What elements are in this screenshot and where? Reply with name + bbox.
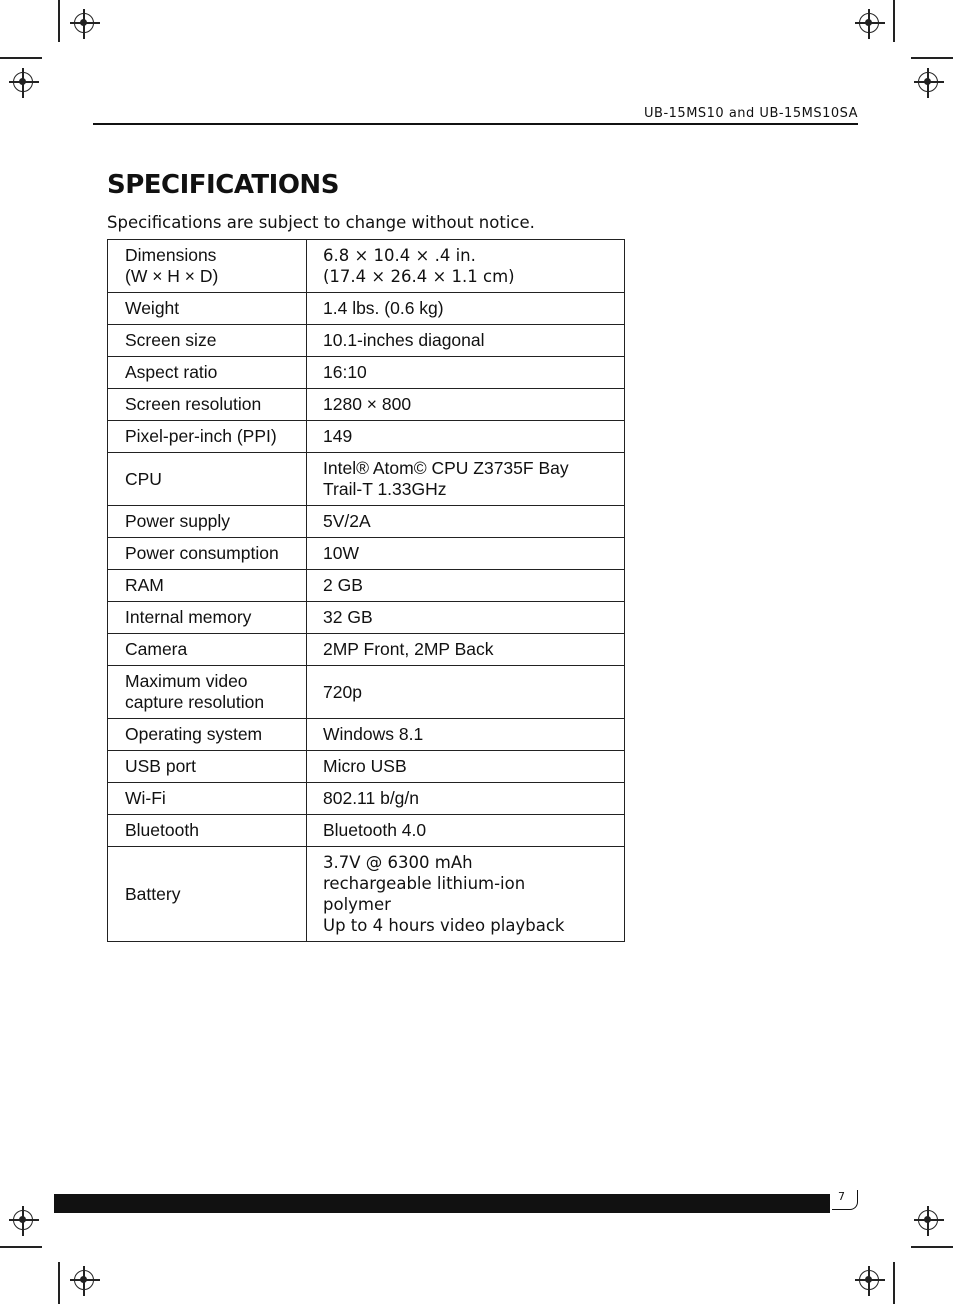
registration-mark-icon: [859, 1270, 879, 1290]
spec-label: CPU: [108, 453, 307, 506]
spec-value: 3.7V @ 6300 mAh rechargeable lithium-ion polymer Up to 4 hours video playback: [307, 847, 625, 942]
crop-mark: [893, 0, 895, 42]
crop-mark: [0, 1246, 42, 1248]
spec-value: 1.4 lbs. (0.6 kg): [307, 293, 625, 325]
spec-value: 6.8 × 10.4 × .4 in. (17.4 × 26.4 × 1.1 cm): [307, 240, 625, 293]
table-row: [108, 602, 625, 634]
spec-value: Intel® Atom© CPU Z3735F Bay Trail-T 1.33GHz: [307, 453, 625, 506]
registration-mark-icon: [859, 13, 879, 33]
page-subtitle: Specifications are subject to change without notice.: [107, 213, 535, 232]
registration-mark-icon: [13, 1210, 33, 1230]
registration-mark-icon: [74, 1270, 94, 1290]
spec-label: Bluetooth: [108, 815, 307, 847]
spec-value: 149: [307, 421, 625, 453]
spec-value: 10.1-inches diagonal: [307, 325, 625, 357]
page-number: 7: [838, 1190, 845, 1203]
spec-value: Bluetooth 4.0: [307, 815, 625, 847]
crop-mark: [893, 1262, 895, 1304]
spec-value: 5V/2A: [307, 506, 625, 538]
spec-label: Screen size: [108, 325, 307, 357]
table-row: [108, 666, 625, 719]
spec-label: RAM: [108, 570, 307, 602]
page-title: SPECIFICATIONS: [107, 170, 339, 200]
table-row: [108, 357, 625, 389]
table-row: [108, 847, 625, 942]
table-row: [108, 421, 625, 453]
spec-label: Power consumption: [108, 538, 307, 570]
crop-mark: [58, 0, 60, 42]
spec-value: 32 GB: [307, 602, 625, 634]
table-row: [108, 506, 625, 538]
spec-label: Power supply: [108, 506, 307, 538]
header-rule: [93, 123, 858, 125]
spec-label: Dimensions (W × H × D): [108, 240, 307, 293]
spec-value: 1280 × 800: [307, 389, 625, 421]
crop-mark: [0, 57, 42, 59]
spec-value: 16:10: [307, 357, 625, 389]
registration-mark-icon: [918, 72, 938, 92]
spec-value: 720p: [307, 666, 625, 719]
table-row: [108, 719, 625, 751]
spec-value: 802.11 b/g/n: [307, 783, 625, 815]
spec-label: Maximum video capture resolution: [108, 666, 307, 719]
table-row: [108, 815, 625, 847]
header-model-label: UB-15MS10 and UB-15MS10SA: [644, 106, 858, 121]
table-row: [108, 293, 625, 325]
registration-mark-icon: [13, 72, 33, 92]
spec-label: Internal memory: [108, 602, 307, 634]
spec-label: Weight: [108, 293, 307, 325]
table-row: [108, 751, 625, 783]
specifications-table: [107, 239, 625, 942]
crop-mark: [911, 1246, 953, 1248]
table-row: [108, 453, 625, 506]
spec-value: Windows 8.1: [307, 719, 625, 751]
table-row: [108, 538, 625, 570]
spec-label: Aspect ratio: [108, 357, 307, 389]
crop-mark: [58, 1262, 60, 1304]
spec-value: 2MP Front, 2MP Back: [307, 634, 625, 666]
spec-label: Wi-Fi: [108, 783, 307, 815]
spec-value: Micro USB: [307, 751, 625, 783]
table-row: [108, 389, 625, 421]
spec-label: Operating system: [108, 719, 307, 751]
spec-label: Screen resolution: [108, 389, 307, 421]
spec-label: Pixel-per-inch (PPI): [108, 421, 307, 453]
spec-value: 2 GB: [307, 570, 625, 602]
table-row: [108, 240, 625, 293]
spec-label: Battery: [108, 847, 307, 942]
table-row: [108, 570, 625, 602]
spec-label: Camera: [108, 634, 307, 666]
table-row: [108, 325, 625, 357]
footer-page-tab: [832, 1190, 858, 1210]
table-row: [108, 783, 625, 815]
registration-mark-icon: [74, 13, 94, 33]
registration-mark-icon: [918, 1210, 938, 1230]
crop-mark: [911, 57, 953, 59]
footer-bar: [54, 1194, 830, 1213]
spec-value: 10W: [307, 538, 625, 570]
table-row: [108, 634, 625, 666]
spec-label: USB port: [108, 751, 307, 783]
